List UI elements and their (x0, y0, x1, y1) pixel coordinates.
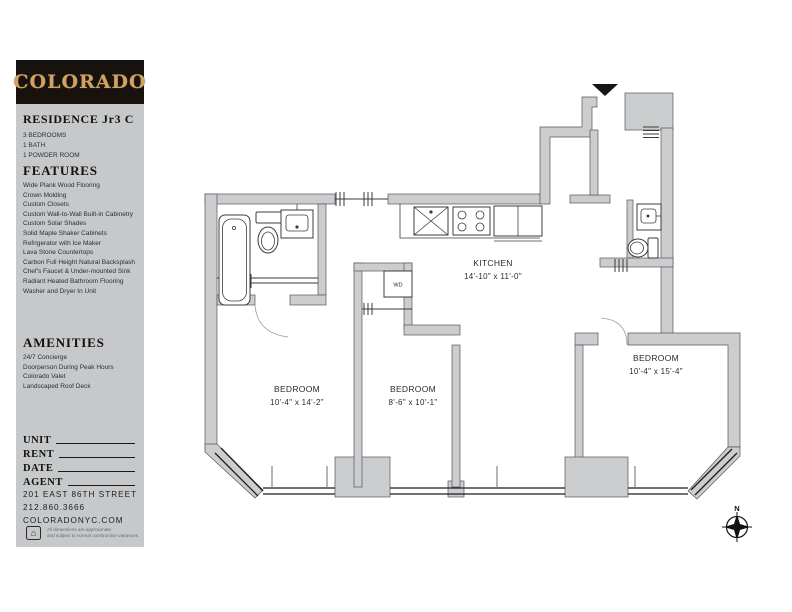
stove-icon (453, 207, 490, 235)
spec-bath: 1 BATH (23, 142, 46, 149)
feature-item: Custom Solar Shades (23, 220, 87, 228)
rent-label: RENT (23, 449, 55, 460)
equal-housing-icon: ⌂ (26, 526, 41, 540)
amenity-item: 24/7 Concierge (23, 354, 68, 361)
bedroom3-dimensions: 10'-4" x 15'-4" (629, 367, 683, 376)
disclaimer-text: All dimensions are approximate and subject to normal construction variances. (47, 527, 140, 538)
feature-item: Solid Maple Shaker Cabinets (23, 229, 107, 237)
kitchen-dimensions: 14'-10" x 11'-0" (464, 272, 522, 281)
entry-arrow-icon (592, 84, 618, 96)
feature-item: Chef's Faucet & Under-mounted Sink (23, 268, 131, 276)
spec-powder-room: 1 POWDER ROOM (23, 152, 80, 159)
form-row-rent (23, 446, 137, 460)
amenities-list (23, 353, 141, 391)
amenity-item: Colorado Valet (23, 373, 66, 381)
unit-blank-line (56, 443, 135, 444)
amenity-item: Landscaped Roof Deck (23, 382, 91, 390)
amenities-title: AMENITIES (23, 335, 105, 350)
bedroom1-label: BEDROOM (273, 384, 321, 394)
bedroom2-dimensions: 8'-6" x 10'-1" (388, 398, 438, 407)
bedroom3-label: BEDROOM (632, 353, 680, 363)
bathtub-icon (219, 215, 250, 305)
washer-dryer-label: WD (393, 282, 403, 289)
feature-item: Crown Molding (23, 191, 67, 199)
residence-title: RESIDENCE Jr3 C (23, 112, 135, 126)
feature-item: Wide Plank Wood Flooring (23, 182, 100, 189)
feature-item: Lava Stone Countertops (23, 249, 94, 257)
date-label: DATE (23, 463, 54, 474)
features-title: FEATURES (23, 163, 98, 178)
compass-icon (722, 504, 752, 542)
washer-dryer-box (384, 271, 412, 297)
powder-toilet-icon (628, 238, 658, 258)
agent-form (23, 432, 137, 488)
form-row-agent (23, 474, 137, 488)
compass-north-label: N (734, 504, 740, 513)
contact-block (23, 488, 137, 527)
unit-label: UNIT (23, 435, 52, 446)
website-url: COLORADONYC.COM (23, 516, 124, 525)
street-address: 201 EAST 86TH STREET (23, 490, 138, 499)
refrigerator-icon (494, 206, 542, 241)
amenity-item: Doorperson During Peak Hours (23, 363, 114, 371)
residence-specs (23, 131, 80, 161)
room-labels (270, 258, 683, 407)
powder-sink-icon (637, 204, 661, 230)
windows (215, 448, 737, 496)
bedroom1-dimensions: 10'-4" x 14'-2" (270, 398, 324, 407)
walls (205, 93, 740, 499)
agent-blank-line (68, 485, 135, 486)
bathroom-sink-icon (281, 204, 313, 238)
form-row-date (23, 460, 137, 474)
feature-item: Radiant Heated Bathroom Flooring (23, 277, 124, 285)
feature-item: Washer and Dryer In Unit (23, 287, 97, 295)
floor-plan-drawing (185, 75, 775, 545)
disclaimer-block (26, 526, 139, 540)
feature-item: Carbon Full Height Natural Backsplash (23, 258, 135, 266)
form-row-unit (23, 432, 137, 446)
building-logo: COLORADO (16, 60, 144, 104)
features-list (23, 181, 141, 296)
spec-bedrooms: 3 BEDROOMS (23, 132, 67, 139)
floor-plan (185, 75, 775, 545)
feature-item: Refrigerator with Ice Maker (23, 239, 102, 247)
agent-label: AGENT (23, 477, 63, 488)
bedroom2-label: BEDROOM (389, 384, 437, 394)
toilet-icon (256, 212, 282, 253)
feature-item: Custom Wall-to-Wall Built-in Cabinetry (23, 210, 134, 218)
date-blank-line (58, 471, 135, 472)
feature-item: Custom Closets (23, 201, 69, 209)
rent-blank-line (59, 457, 135, 458)
phone-number: 212.860.3666 (23, 503, 86, 512)
sidebar (13, 60, 147, 547)
kitchen-sink-icon (414, 207, 448, 235)
kitchen-label: KITCHEN (473, 258, 513, 268)
